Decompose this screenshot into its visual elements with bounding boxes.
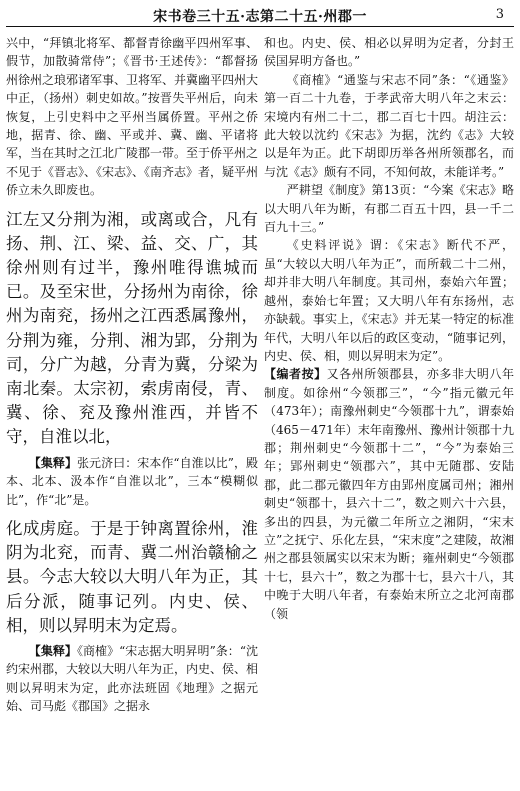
collected-note-2	[6, 642, 258, 716]
note-tag: 【集释】	[28, 455, 77, 470]
note-text: 张元济曰：宋本作“自淮以比”，殿本、北本、汲本作“自淮以北”，三本“模糊似比”，作“北”是。	[6, 455, 258, 507]
note-text: 又各州所领郡县，亦多非大明八年制度。如徐州“今领郡三”，“今”指元徽元年（473年）；南豫州刺史“今领郡十九”，谓泰始（465－471年）末年南豫州、豫州计领郡十九郡；荆州刺史“今领郡十二”，“今”为泰始三年；郢州刺史“领郡六”，其中无随郡、安陆郡，此二郡元徽四年方由郢州度属司州；湘州刺史“领郡十，县六十二”，数之则六十六县，多出的四县，为元徽二年所立之湘阴，“宋末立”之抚宁、乐化左县，“宋末度”之建陵，故湘州之郡县领属实以宋末为断；雍州刺史“今领郡十七，县六十”，数之为郡十七，县六十八，其中晚于大明八年者，有泰始末所立之北河南郡（领	[264, 367, 514, 621]
spacer	[6, 200, 258, 208]
note-tag: 【集释】	[28, 643, 77, 658]
header-rule	[6, 26, 514, 27]
page-number: 3	[495, 7, 504, 22]
right-paragraph-1: 和也。内史、侯、相必以昇明为定者，分封王侯国昇明方备也。”	[264, 36, 514, 69]
left-column	[6, 34, 258, 716]
editor-note	[264, 365, 514, 623]
right-paragraph-3: 严耕望《制度》第13页：“今案《宋志》略以大明八年为断，有郡二百五十四，县一千二百九十三。”	[264, 183, 514, 235]
main-text-paragraph-2: 化成虏庭。于是于钟离置徐州，淮阴为北兖，而青、冀二州治赣榆之县。今志大较以大明八年为正，其后分派，随事记列。内史、侯、相，则以昇明末为定焉。	[6, 518, 258, 635]
right-paragraph-4: 《史料评说》谓：《宋志》断代不严，虽“大较以大明八年为正”，而所载二十二州，却并非大明八年制度。其司州，泰始六年置；越州，泰始七年置；又大明八年有东扬州，志亦缺载。事实上，《宋志》并无某一特定的标准年代，大明八年以后的政区变动，“随事记列，内史、侯、相，则以昇明末为定”。	[264, 238, 514, 363]
collected-note-1	[6, 454, 258, 509]
running-title: 宋书卷三十五·志第二十五·州郡一	[153, 9, 367, 25]
main-text-paragraph-1: 江左又分荆为湘，或离或合，凡有扬、荆、江、梁、益、交、广，其徐州则有过半，豫州唯得谯城而已。及至宋世，分扬州为南徐，徐州为南兖，扬州之江西悉属豫州，分荆为雍，分荆、湘为郢，分荆为司，分广为越，分青为冀，分梁为南北秦。太宗初，索虏南侵，青、冀、徐、兖及豫州淮西，并皆不守，自淮以北，	[6, 209, 258, 447]
note-tag: 【编者按】	[264, 367, 327, 382]
left-annotation-continued: 兴中，“拜镇北将军、都督青徐幽平四州军事、假节，加散骑常侍”；《晋书·王述传》：“都督扬州徐州之琅邪诸军事、卫将军、并冀幽平四州大中正，（扬州）刺史如故。”按晋失平州后，向未恢复，上引史料中之平州当属侨置。平州之侨地，据青、徐、幽、平或并、冀、幽、平诸将军，当在其时之江北广陵郡一带。至于侨平州之不见于《晋志》、《宋志》、《南齐志》者，疑平州侨立未久即废也。	[6, 36, 259, 198]
note-text: 《商榷》“宋志据大明昇明”条：“沈约宋州郡，大较以大明八年为正，内史、侯、相则以昇明末为定，此亦法班固《地理》之据元始、司马彪《郡国》之据永	[6, 643, 259, 714]
page-header	[0, 0, 520, 28]
right-paragraph-2: 《商榷》“通鉴与宋志不同”条：“《通鉴》第一百二十九卷，于孝武帝大明八年之末云：宋境内有州二十二，郡二百七十四。胡注云：此大较以沈约《宋志》为据，沈约《志》大较以是年为正。此下胡即历举各州所领郡名，而与沈《志》颇有不同，不知何故，未能详考。”	[264, 72, 514, 179]
right-column	[264, 34, 514, 623]
spacer	[6, 509, 258, 517]
